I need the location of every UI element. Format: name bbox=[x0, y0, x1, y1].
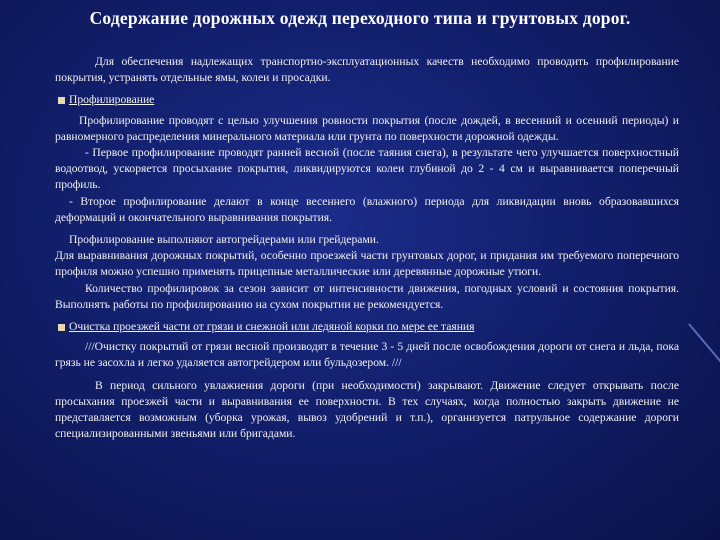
paragraph-first-profiling: - Первое профилирование проводят ранней весной (после таяния снега), в результате чего улучшается поверхностный водоотвод, ускоряется просыхание покрытия, ликвидируются колеи глубиной до 2 - 4 см и выравнивается поперечный профиль. bbox=[55, 146, 679, 192]
paragraph-drags: Для выравнивания дорожных покрытий, особенно проезжей части грунтовых дорог, и придания им требуемого поперечного профиля можно успешно применять прицепные металлические или деревянные дорожные утюги. bbox=[55, 249, 679, 279]
paragraph-road-closure: В период сильного увлажнения дороги (при необходимости) закрывают. Движение следует открывать после просыхания проезжей части и выравнивания ее поверхности. В тех случаях, когда полностью закрыть движение не представляется возможным (уборка урожая, вывоз удобрений и т.п.), организуется патрульное содержание дороги специализированными звеньями или бригадами. bbox=[55, 378, 679, 441]
paragraph-profiling-purpose: Профилирование проводят с целью улучшения ровности покрытия (после дождей, в весенний и осенний периоды) и равномерного распределения минерального материала или грунта по поверхности дорожной одежды. bbox=[55, 113, 679, 143]
intro-paragraph: Для обеспечения надлежащих транспортно-эксплуатационных качеств необходимо проводить профилирование покрытия, устранять отдельные ямы, колеи и просадки. bbox=[55, 55, 679, 85]
bullet-cleaning bbox=[55, 319, 679, 335]
paragraph-profiling-count: Количество профилировок за сезон зависит от интенсивности движения, погодных условий и состояния покрытия. Выполнять работы по профилированию на сухом покрытии не рекомендуется. bbox=[55, 281, 679, 311]
slide-body bbox=[55, 54, 679, 442]
square-bullet-icon bbox=[58, 324, 65, 331]
bullet-profiling bbox=[55, 92, 679, 108]
paragraph-second-profiling: - Второе профилирование делают в конце весеннего (влажного) периода для ликвидации вновь образовавшихся деформаций и окончательного выравнивания покрытия. bbox=[55, 194, 679, 224]
bullet-profiling-label: Профилирование bbox=[69, 93, 155, 107]
square-bullet-icon bbox=[58, 97, 65, 104]
paragraph-cleaning: ///Очистку покрытий от грязи весной производят в течение 3 - 5 дней после освобождения дороги от снега и льда, пока грязь не засохла и легко удаляется автогрейдером или бульдозером. /// bbox=[55, 340, 679, 370]
paragraph-graders: Профилирование выполняют автогрейдерами или грейдерами. bbox=[69, 233, 379, 247]
decorative-line bbox=[688, 323, 720, 363]
bullet-cleaning-label: Очистка проезжей части от грязи и снежной или ледяной корки по мере ее таяния bbox=[69, 320, 475, 334]
slide-title: Содержание дорожных одежд переходного типа и грунтовых дорог. bbox=[89, 8, 631, 28]
